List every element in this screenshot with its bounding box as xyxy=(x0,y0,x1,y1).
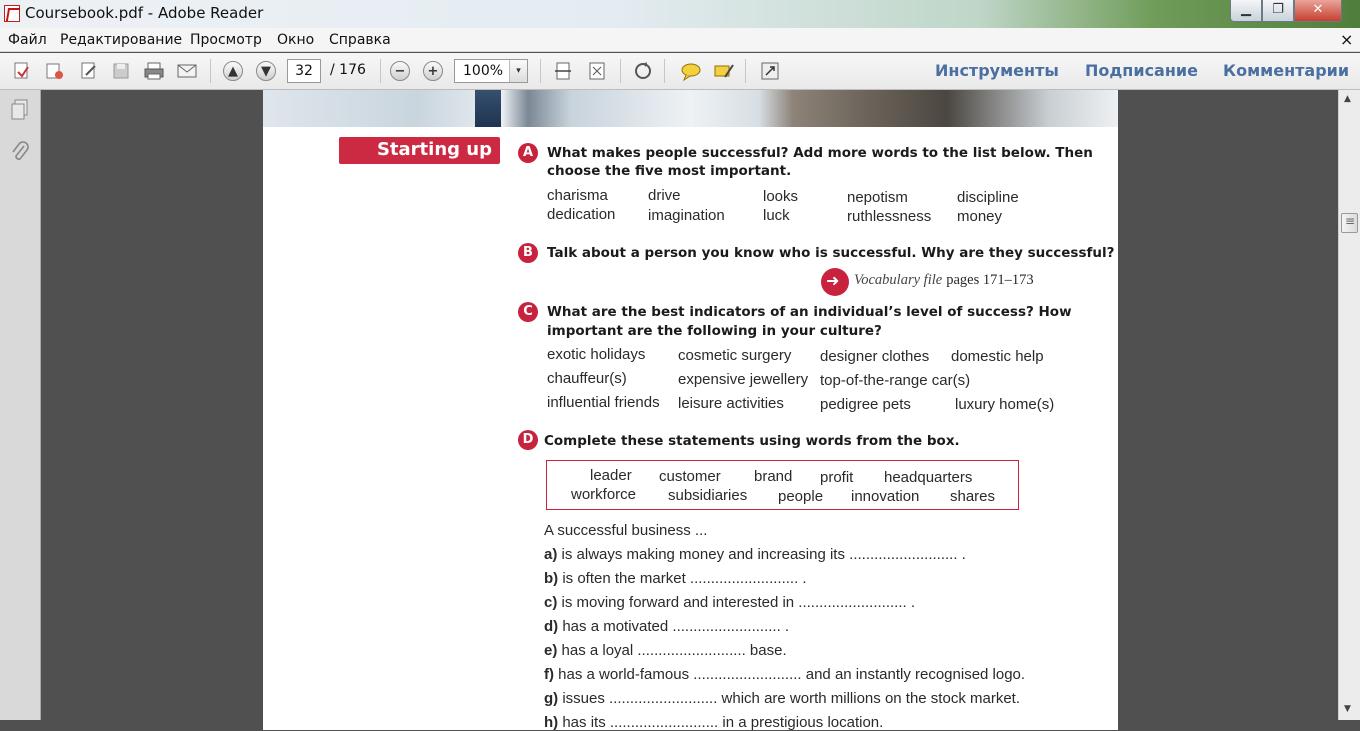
statement-item xyxy=(544,714,883,731)
exercise-b-question: Talk about a person you know who is successful. Why are they successful? xyxy=(547,245,1115,261)
box-word: subsidiaries xyxy=(668,487,748,504)
menu-view[interactable]: Просмотр xyxy=(190,32,262,48)
statement-item xyxy=(544,690,1020,707)
word-item: ruthlessness xyxy=(847,208,932,225)
statement-item xyxy=(544,618,789,635)
next-page-icon[interactable]: ▼ xyxy=(254,60,278,82)
tools-pane-link[interactable]: Инструменты xyxy=(935,61,1059,80)
box-word: brand xyxy=(754,468,793,485)
close-window-button[interactable]: ✕ xyxy=(1294,0,1342,22)
scrollbar-thumb[interactable] xyxy=(1341,213,1358,233)
section-label: Starting up xyxy=(376,139,492,160)
statement-letter: a) xyxy=(544,546,558,563)
exercise-c-question-line2: important are the following in your culture? xyxy=(547,323,882,339)
save-icon[interactable] xyxy=(109,60,133,82)
title-bar xyxy=(0,0,1360,28)
zoom-in-icon[interactable]: + xyxy=(421,60,445,82)
vocabulary-pages: pages 171–173 xyxy=(946,272,1034,288)
statement-item xyxy=(544,666,1025,683)
statement-text: has a loyal .......................... base. xyxy=(561,642,787,659)
word-item: pedigree pets xyxy=(820,396,911,413)
word-item: designer clothes xyxy=(820,348,930,365)
word-item: drive xyxy=(648,187,681,204)
word-item: exotic holidays xyxy=(547,346,646,363)
statement-text: is often the market .......................... . xyxy=(562,570,807,587)
pdf-page xyxy=(263,90,1118,730)
statement-item xyxy=(544,642,787,659)
word-item: expensive jewellery xyxy=(678,371,809,388)
statement-text: issues .......................... which are worth millions on the stock market. xyxy=(562,690,1020,707)
statement-letter: b) xyxy=(544,570,559,587)
word-item: top-of-the-range car(s) xyxy=(820,372,971,389)
statement-letter: f) xyxy=(544,666,554,683)
word-item: nepotism xyxy=(847,189,908,206)
attachments-icon[interactable] xyxy=(8,140,32,166)
box-word: innovation xyxy=(851,488,920,505)
statement-letter: e) xyxy=(544,642,558,659)
toolbar-separator xyxy=(540,59,541,83)
menu-window[interactable]: Окно xyxy=(277,32,315,48)
combine-files-icon[interactable] xyxy=(43,60,67,82)
box-word: shares xyxy=(950,488,996,505)
statement-letter: c) xyxy=(544,594,558,611)
toolbar-separator xyxy=(210,59,211,83)
statement-text: is always making money and increasing its .......................... . xyxy=(561,546,966,563)
exercise-a-question-line2: choose the five most important. xyxy=(547,163,792,179)
highlight-icon[interactable] xyxy=(712,60,736,82)
sign-pane-link[interactable]: Подписание xyxy=(1085,61,1198,80)
document-viewport[interactable] xyxy=(41,90,1338,731)
word-item: charisma xyxy=(547,187,608,204)
box-word: customer xyxy=(659,468,721,485)
email-icon[interactable] xyxy=(175,60,199,82)
box-word: leader xyxy=(590,467,632,484)
statement-item xyxy=(544,546,966,563)
word-item: discipline xyxy=(957,189,1019,206)
exercise-d-badge: D xyxy=(518,430,538,450)
full-screen-icon[interactable] xyxy=(758,60,782,82)
word-item: imagination xyxy=(648,207,725,224)
previous-page-icon[interactable]: ▲ xyxy=(221,60,245,82)
close-document-button[interactable]: × xyxy=(1340,30,1354,49)
scroll-down-icon[interactable]: ▼ xyxy=(1344,704,1351,714)
menu-bar xyxy=(0,28,1360,52)
vocabulary-file-label: Vocabulary file xyxy=(854,272,943,288)
statement-text: is moving forward and interested in .......................... . xyxy=(561,594,915,611)
comment-icon[interactable] xyxy=(679,60,703,82)
navigation-pane xyxy=(0,90,41,720)
zoom-value: 100% xyxy=(463,63,504,79)
exercise-c-badge: C xyxy=(518,302,538,322)
box-word: profit xyxy=(820,469,854,486)
comment-pane-link[interactable]: Комментарии xyxy=(1223,61,1350,80)
zoom-dropdown-icon[interactable]: ▾ xyxy=(509,60,527,82)
page-thumbnails-icon[interactable] xyxy=(8,98,32,124)
section-label-box xyxy=(339,137,500,164)
create-pdf-icon[interactable] xyxy=(10,60,34,82)
exercise-b-badge: B xyxy=(518,243,538,263)
minimize-button[interactable]: ▁ xyxy=(1230,0,1262,22)
exercise-c-question-line1: What are the best indicators of an individual’s level of success? How xyxy=(547,304,1072,320)
word-item: luxury home(s) xyxy=(955,396,1055,413)
exercise-d-question: Complete these statements using words from the box. xyxy=(544,433,960,449)
menu-help[interactable]: Справка xyxy=(329,32,391,48)
toolbar-separator xyxy=(620,59,621,83)
box-word: workforce xyxy=(571,486,637,503)
pdf-app-icon xyxy=(4,5,20,22)
word-item: domestic help xyxy=(951,348,1044,365)
fit-page-icon[interactable] xyxy=(585,60,609,82)
vocabulary-reference xyxy=(854,272,1034,289)
scroll-up-icon[interactable]: ▲ xyxy=(1344,94,1351,104)
toolbar-separator xyxy=(664,59,665,83)
edit-pdf-icon[interactable] xyxy=(77,60,101,82)
word-item: money xyxy=(957,208,1003,225)
fit-width-icon[interactable] xyxy=(551,60,575,82)
box-word: people xyxy=(778,488,824,505)
rotate-icon[interactable] xyxy=(631,60,655,82)
exercise-a-question-line1: What makes people successful? Add more words to the list below. Then xyxy=(547,145,1093,161)
statement-text: has a world-famous .......................... and an instantly recognised logo. xyxy=(558,666,1026,683)
statement-item xyxy=(544,570,807,587)
statement-letter: d) xyxy=(544,618,559,635)
statement-item xyxy=(544,594,915,611)
statement-intro: A successful business ... xyxy=(544,522,708,539)
word-item: luck xyxy=(763,207,790,224)
word-item: chauffeur(s) xyxy=(547,370,627,387)
print-icon[interactable] xyxy=(142,60,166,82)
word-item: looks xyxy=(763,188,799,205)
statement-letter: h) xyxy=(544,714,559,731)
maximize-button[interactable]: ❐ xyxy=(1262,0,1294,22)
toolbar-separator xyxy=(745,59,746,83)
vertical-scrollbar[interactable] xyxy=(1338,90,1360,720)
exercise-a-badge: A xyxy=(518,143,538,163)
page-number-input[interactable]: 32 xyxy=(287,59,321,83)
word-item: leisure activities xyxy=(678,395,784,412)
menu-edit[interactable]: Редактирование xyxy=(60,32,183,48)
word-item: cosmetic surgery xyxy=(678,347,792,364)
word-item: dedication xyxy=(547,206,616,223)
word-item: influential friends xyxy=(547,394,660,411)
arrow-right-icon xyxy=(821,268,849,296)
toolbar-separator xyxy=(380,59,381,83)
zoom-select[interactable] xyxy=(454,59,528,83)
zoom-out-icon[interactable]: − xyxy=(388,60,412,82)
statement-text: has its .......................... in a prestigious location. xyxy=(562,714,884,731)
page-total: / 176 xyxy=(330,62,366,78)
header-photo xyxy=(263,90,1118,127)
statement-text: has a motivated .......................... . xyxy=(562,618,790,635)
box-word: headquarters xyxy=(884,469,973,486)
window-title: Coursebook.pdf - Adobe Reader xyxy=(25,4,264,22)
menu-file[interactable]: Файл xyxy=(8,32,47,48)
statement-letter: g) xyxy=(544,690,559,707)
